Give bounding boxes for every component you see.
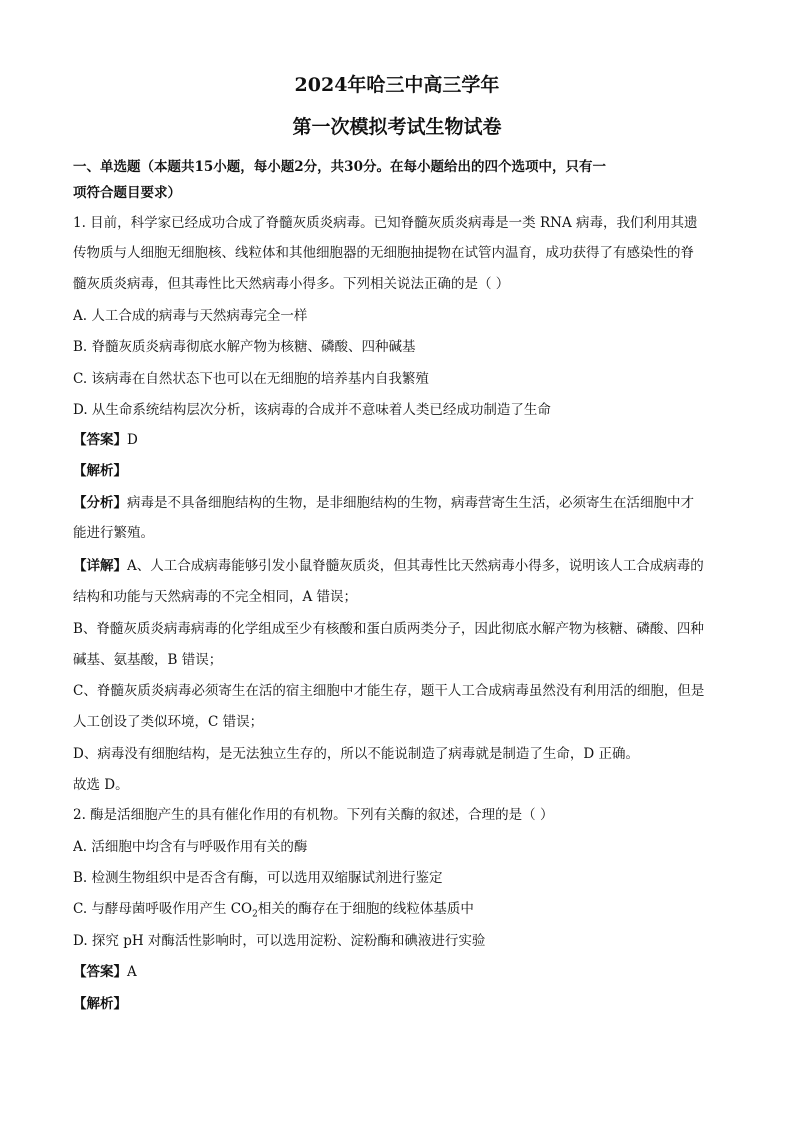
q2-option-d: D. 探究 pH 对酶活性影响时，可以选用淀粉、淀粉酶和碘液进行实验 [73,933,486,949]
q1-option-b: B. 脊髓灰质炎病毒彻底水解产物为核糖、磷酸、四种碱基 [73,339,416,355]
q1-analysis-tag: 【解析】 [73,463,127,479]
q2-analysis-tag: 【解析】 [73,996,127,1012]
q1-stem-line1: 1. 目前，科学家已经成功合成了脊髓灰质炎病毒。已知脊髓灰质炎病毒是一类 RNA 病毒，我们利用其遗 [73,215,698,231]
q1-xiangjie-line6: 人工创设了类似环境，C 错误； [73,714,264,730]
fenxi-tag: 【分析】 [73,495,127,511]
q1-fenxi-line1 [73,494,723,512]
fenxi-text: 病毒是不具备细胞结构的生物，是非细胞结构的生物，病毒营寄生生活，必须寄生在活细胞中才 [127,495,694,511]
q1-stem-line2: 传物质与人细胞无细胞核、线粒体和其他细胞器的无细胞抽提物在试管内温育，成功获得了有感染性的脊 [73,245,694,261]
q2-option-c [73,900,723,924]
q1-option-d: D. 从生命系统结构层次分析，该病毒的合成并不意味着人类已经成功制造了生命 [73,402,551,418]
section-heading-line2: 项符合题目要求） [73,185,181,201]
q1-xiangjie-line4: 碱基、氨基酸，B 错误； [73,652,223,668]
document-title-line2: 第一次模拟考试生物试卷 [292,116,502,138]
q1-xiangjie-line5: C、脊髓灰质炎病毒必须寄生在活的宿主细胞中才能生存，题干人工合成病毒虽然没有利用活的细胞，但是 [73,683,705,699]
q1-xiangjie-line2: 结构和功能与天然病毒的不完全相同，A 错误； [73,589,358,605]
document-title-line1: 2024年哈三中高三学年 [294,74,500,96]
section-heading-line1: 一、单选题（本题共15小题，每小题2分，共30分。在每小题给出的四个选项中，只有一 [73,159,606,175]
q1-xiangjie-line7: D、病毒没有细胞结构，是无法独立生存的，所以不能说制造了病毒就是制造了生命，D 正确。 [73,746,639,762]
q1-option-c: C. 该病毒在自然状态下也可以在无细胞的培养基内自我繁殖 [73,371,429,387]
q1-stem-line3: 髓灰质炎病毒，但其毒性比天然病毒小得多。下列相关说法正确的是（ ） [73,276,510,292]
answer-tag: 【答案】 [73,964,127,980]
q1-option-a: A. 人工合成的病毒与天然病毒完全一样 [73,308,308,324]
q1-xiangjie-line1 [73,557,723,575]
q1-fenxi-line2: 能进行繁殖。 [73,525,154,541]
q2-answer [73,963,723,981]
q2-option-c-sub: 2 [252,909,258,920]
q2-option-a: A. 活细胞中均含有与呼吸作用有关的酶 [73,839,308,855]
q1-xiangjie-line3: B、脊髓灰质炎病毒病毒的化学组成至少有核酸和蛋白质两类分子，因此彻底水解产物为核糖、磷酸、四种 [73,621,704,637]
xiangjie-tag: 【详解】 [73,558,127,574]
answer-value: A [127,964,137,980]
q2-option-b: B. 检测生物组织中是否含有酶，可以选用双缩脲试剂进行鉴定 [73,870,443,886]
answer-value: D [127,432,138,448]
q2-stem-line1: 2. 酶是活细胞产生的具有催化作用的有机物。下列有关酶的叙述，合理的是（ ） [73,807,554,823]
q2-option-c-pre: C. 与酵母菌呼吸作用产生 CO [73,901,253,917]
q1-conclusion: 故选 D。 [73,777,129,793]
answer-tag: 【答案】 [73,432,127,448]
q1-answer [73,431,723,449]
xiangjie-text: A、人工合成病毒能够引发小鼠脊髓灰质炎，但其毒性比天然病毒小得多，说明该人工合成病毒的 [127,558,704,574]
q2-option-c-post: 相关的酶存在于细胞的线粒体基质中 [257,901,474,917]
